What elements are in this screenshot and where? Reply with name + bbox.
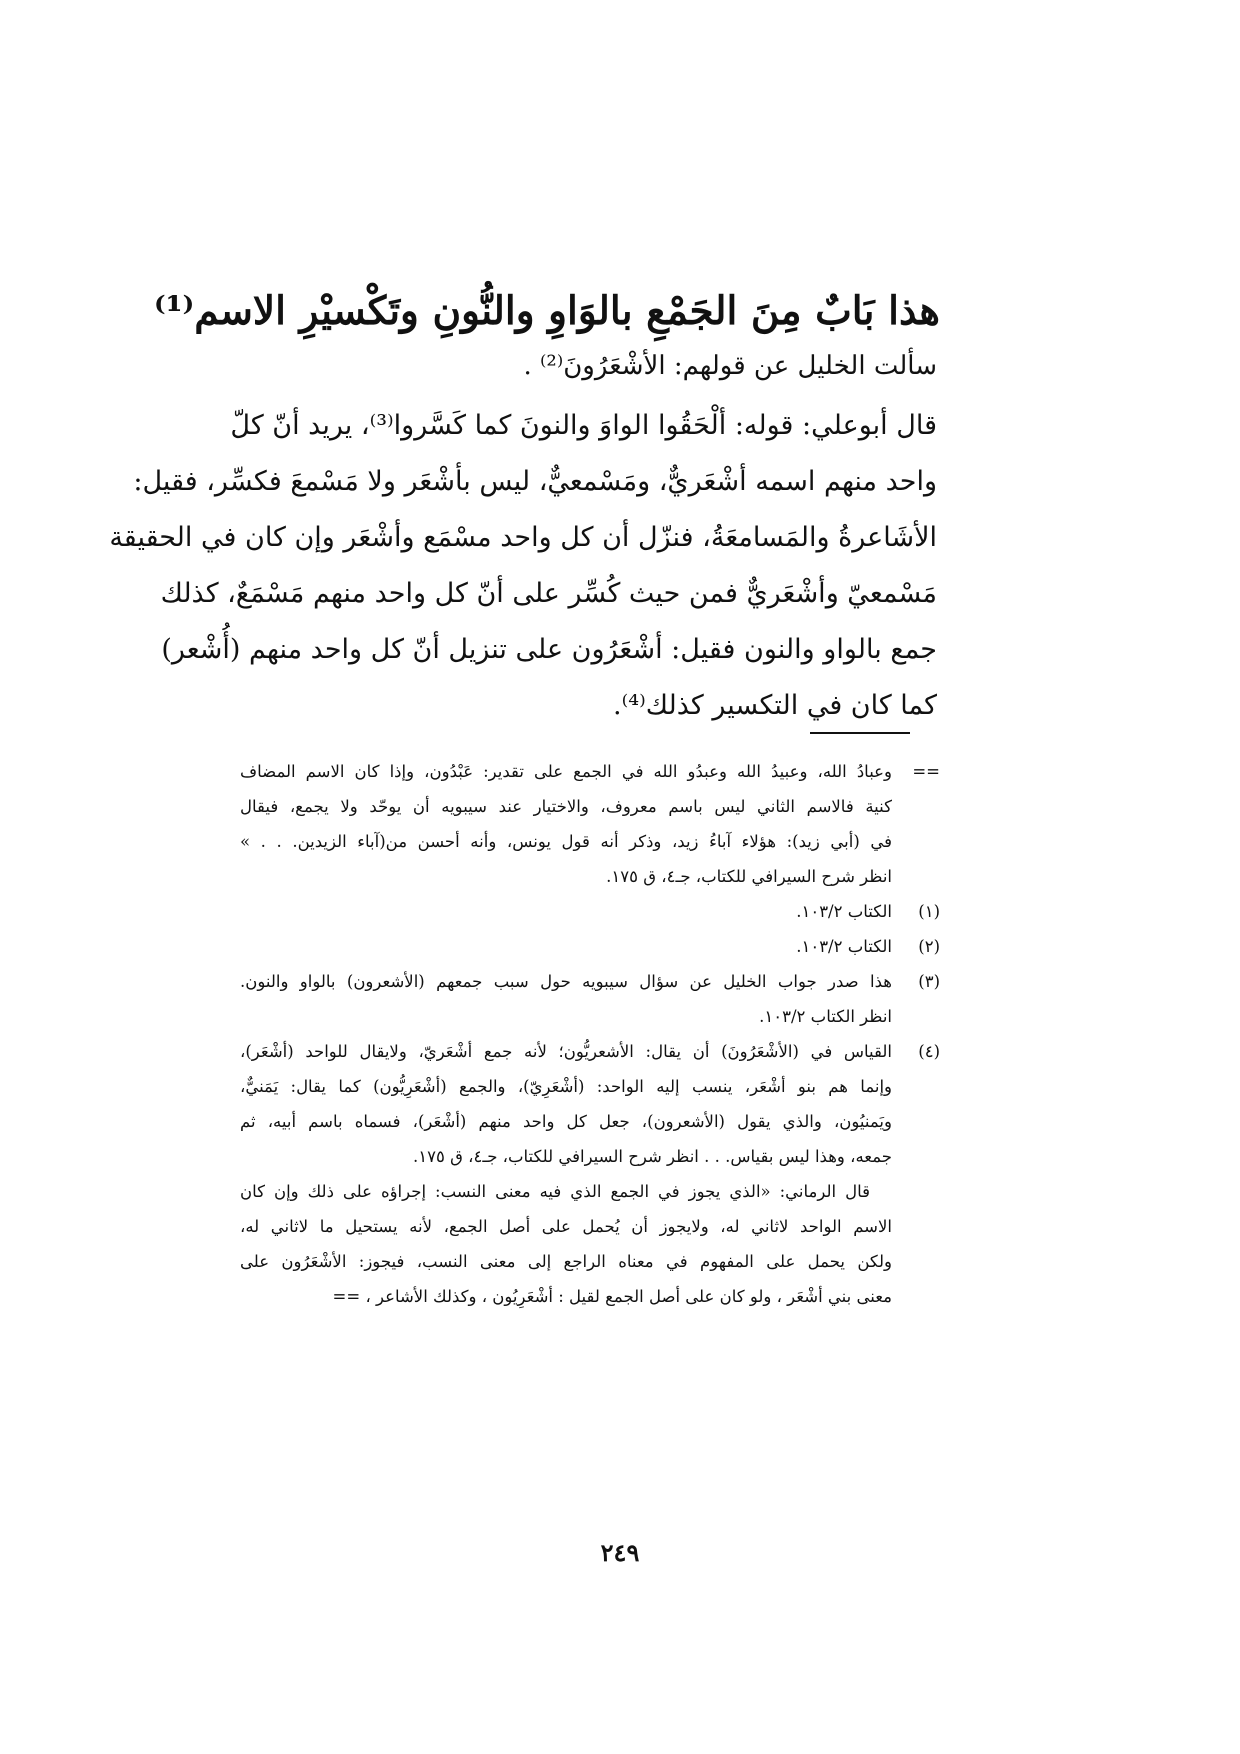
footnote-line: جمعه، وهذا ليس بقياس. . . انظر شرح السيرافي للكتاب، جـ٤، ق ١٧٥. [413,1147,892,1166]
main-text-line: الأشَاعرةُ والمَسامعَةُ، فنزّل أن كل واحد مسْمَع وأشْعَر وإن كان في الحقيقة [109,522,937,553]
main-text-line: مَسْمعيّ وأشْعَريٌّ فمن حيث كُسِّر على أنّ كل واحد منهم مَسْمَعٌ، كذلك [160,578,937,609]
footnote-line: كنية فالاسم الثاني ليس باسم معروف، والاختيار عند سيبويه أن يوحّد ولا يجمع، فيقال [240,797,892,816]
opening-question: سألت الخليل عن قولهم: الأشْعَرُونَ⁽²⁾ . [523,351,937,381]
main-text-line: جمع بالواو والنون فقيل: أشْعَرُون على تنزيل أنّ كل واحد منهم (أُشْعر) [161,634,937,665]
footnote-2 [240,929,940,964]
footnote-line: قال الرماني: «الذي يجوز في الجمع الذي فيه معنى النسب: إجراؤه على ذلك وإن كان [240,1182,870,1201]
footnote-number: (٢) [918,937,940,956]
footnote-line: الكتاب ١٠٣/٢. [796,902,892,921]
footnote-line: القياس في (الأشْعَرُونَ) أن يقال: الأشعريُّون؛ لأنه جمع أشْعَريّ، ولايقال للواحد (أشْعَر)، [240,1042,892,1061]
footnote-1 [240,894,940,929]
chapter-title: هذا بَابٌ مِنَ الجَمْعِ بالوَاوِ والنُّونِ وتَكْسيْرِ الاسم⁽¹⁾ [153,288,940,334]
footnote-line: هذا صدر جواب الخليل عن سؤال سيبويه حول سبب جمعهم (الأشعرون) بالواو والنون. [240,972,892,991]
footnote-continuation [240,754,940,894]
footnote-line: وإنما هم بنو أشْعَر، ينسب إليه الواحد: (أشْعَرِيّ)، والجمع (أشْعَرِيُّون) كما يقال: يَمَنيٌّ، [240,1077,892,1096]
footnote-separator [810,732,910,734]
footnote-4 [240,1034,940,1174]
footnote-line: الكتاب ١٠٣/٢. [796,937,892,956]
main-text-line: قال أبوعلي: قوله: ألْحَقُوا الواوَ والنونَ كما كَسَّروا⁽³⁾، يريد أنّ كلّ [230,410,937,441]
page-number: ٢٤٩ [600,1538,640,1567]
footnote-3 [240,964,940,1034]
footnote-line-text: معنى بني أشْعَر ، ولو كان على أصل الجمع لقيل : أشْعَرِيُون ، وكذلك الأشاعر ، [365,1287,892,1306]
footnote-line [240,1279,892,1314]
footnote-number: (٤) [918,1042,940,1061]
main-text [109,398,937,734]
footnote-line: انظر الكتاب ١٠٣/٢. [759,1007,892,1026]
continuation-marker: == [912,762,940,781]
footnote-4-quote [240,1174,892,1314]
footnotes [240,754,940,1314]
footnote-line: وعبادُ الله، وعبيدُ الله وعبدُو الله في الجمع على تقدير: عَبْدُون، وإذا كان الاسم المضاف [240,762,892,781]
footnote-line: ولكن يحمل على المفهوم في معناه الراجع إلى معنى النسب، فيجوز: الأشْعَرُون على [240,1252,892,1271]
footnote-number: (١) [918,902,940,921]
continuation-marker: == [332,1287,361,1306]
footnote-line: في (أبي زيد): هؤلاء آباءُ زيد، وذكر أنه قول يونس، وأنه أحسن من(آباء الزيدين. . . » [240,832,892,851]
main-text-line: واحد منهم اسمه أشْعَريٌّ، ومَسْمعيٌّ، ليس بأشْعَر ولا مَسْمعَ فكسِّر، فقيل: [133,466,937,497]
main-text-line: كما كان في التكسير كذلك⁽⁴⁾. [613,690,937,721]
footnote-line: انظر شرح السيرافي للكتاب، جـ٤، ق ١٧٥. [606,867,892,886]
footnote-number: (٣) [918,972,940,991]
footnote-line: ويَمنيُون، والذي يقول (الأشعرون)، جعل كل واحد منهم (أشْعَر)، فسماه باسم أبيه، ثم [240,1112,892,1131]
footnote-line: الاسم الواحد لاثاني له، ولايجوز أن يُحمل على أصل الجمع، لأنه يستحيل ما لاثاني له، [240,1217,892,1236]
